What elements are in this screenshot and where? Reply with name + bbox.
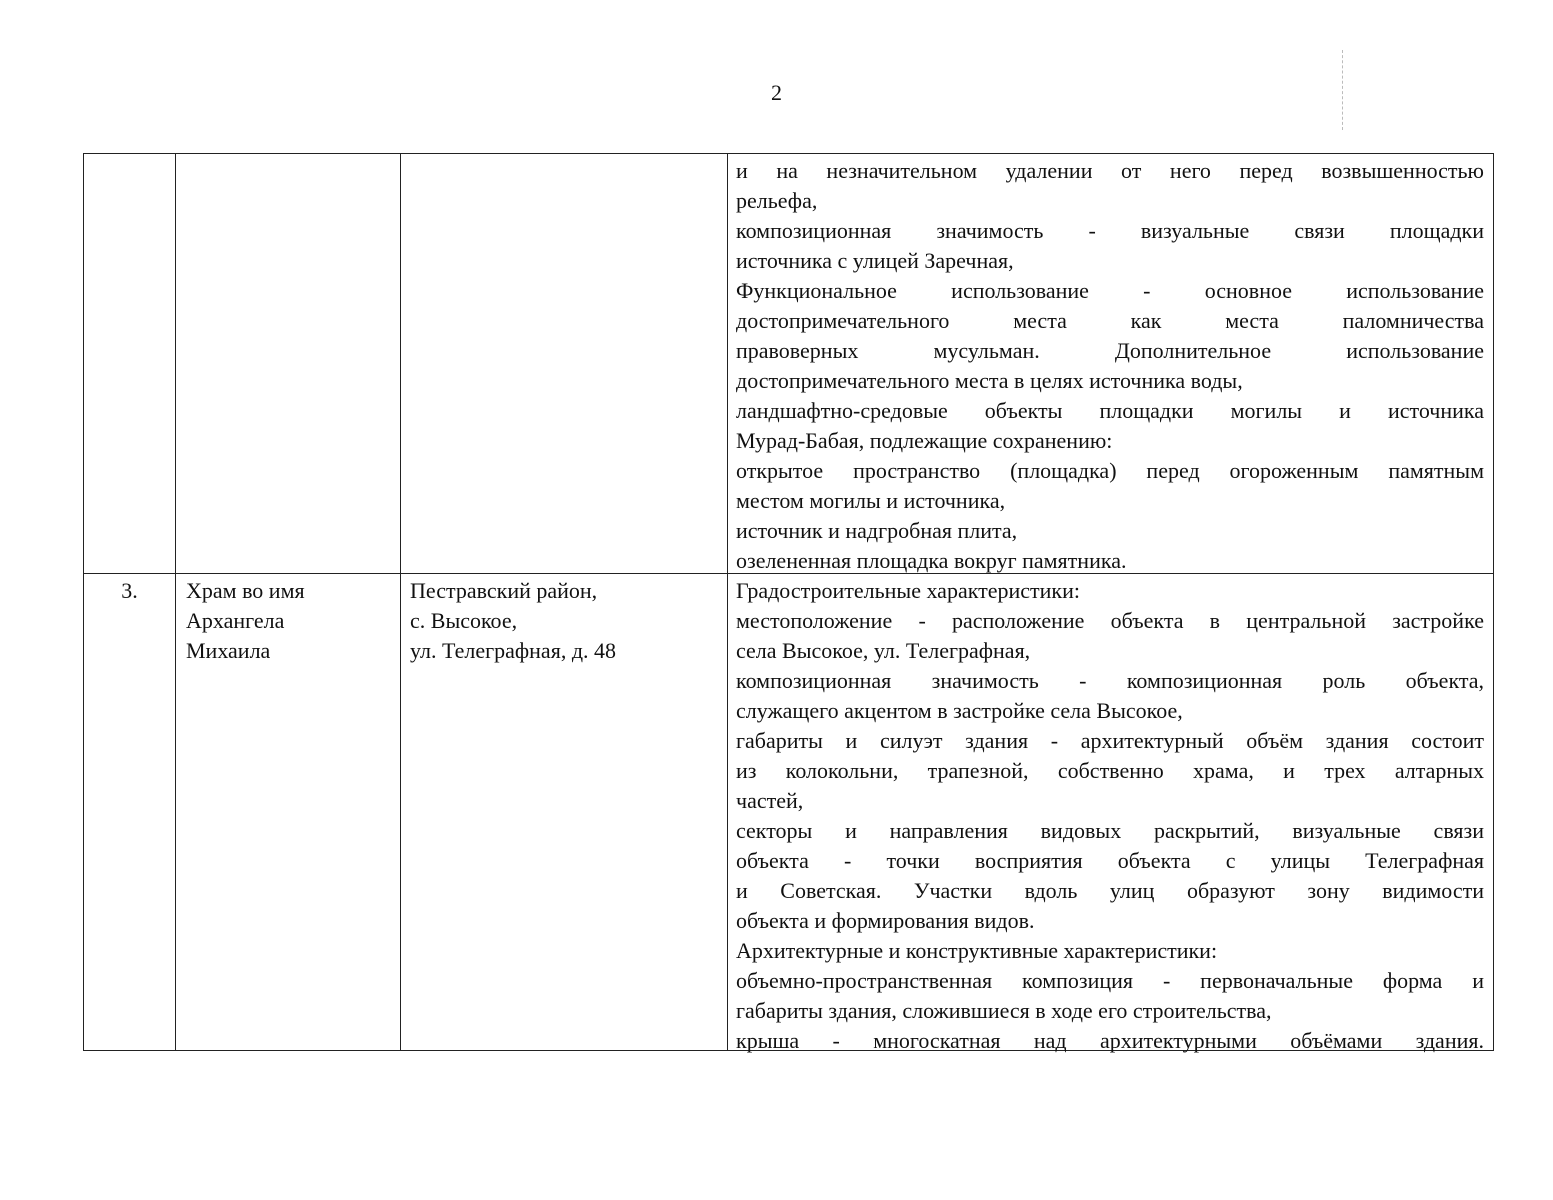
text-line: Градостроительные характеристики: bbox=[736, 578, 1080, 603]
text-line: Архангела bbox=[186, 608, 285, 633]
text-line: объекта и формирования видов. bbox=[736, 908, 1035, 933]
text-line: объекта - точки восприятия объекта с улицы Телеграфная bbox=[736, 848, 1484, 873]
text-line: композиционная значимость - визуальные связи площадки bbox=[736, 218, 1484, 243]
text-line: села Высокое, ул. Телеграфная, bbox=[736, 638, 1031, 663]
column-divider bbox=[175, 154, 176, 1050]
text-line: секторы и направления видовых раскрытий, визуальные связи bbox=[736, 818, 1484, 843]
text-line: ландшафтно-средовые объекты площадки могилы и источника bbox=[736, 398, 1484, 423]
monuments-table bbox=[83, 153, 1494, 1051]
table-row-2-description bbox=[736, 576, 1484, 1056]
text-line: Пестравский район, bbox=[410, 578, 598, 603]
text-line: достопримечательного места в целях источника воды, bbox=[736, 368, 1243, 393]
text-line: и на незначительном удалении от него перед возвышенностью bbox=[736, 158, 1484, 183]
text-line: Функциональное использование - основное использование bbox=[736, 278, 1484, 303]
text-line: Архитектурные и конструктивные характеристики: bbox=[736, 938, 1218, 963]
table-row-2-name bbox=[186, 576, 396, 666]
text-line: служащего акцентом в застройке села Высокое, bbox=[736, 698, 1183, 723]
text-line: из колокольни, трапезной, собственно храма, и трех алтарных bbox=[736, 758, 1484, 783]
text-line: ул. Телеграфная, д. 48 bbox=[410, 638, 617, 663]
column-divider bbox=[400, 154, 401, 1050]
text-line: и Советская. Участки вдоль улиц образуют зону видимости bbox=[736, 878, 1484, 903]
table-row-2-address bbox=[410, 576, 720, 666]
text-line: рельефа, bbox=[736, 188, 818, 213]
scan-artifact-line bbox=[1342, 50, 1343, 130]
text-line: Храм во имя bbox=[186, 578, 305, 603]
page-number: 2 bbox=[771, 80, 782, 105]
text-line: объемно-пространственная композиция - первоначальные форма и bbox=[736, 968, 1484, 993]
text-line: источника с улицей Заречная, bbox=[736, 248, 1014, 273]
text-line: местом могилы и источника, bbox=[736, 488, 1006, 513]
text-line: озелененная площадка вокруг памятника. bbox=[736, 548, 1127, 573]
table-row-2-num: 3. bbox=[121, 578, 138, 603]
text-line: Михаила bbox=[186, 638, 271, 663]
table-row-1-description bbox=[736, 156, 1484, 576]
text-line: габариты здания, сложившиеся в ходе его строительства, bbox=[736, 998, 1272, 1023]
text-line: достопримечательного места как места паломничества bbox=[736, 308, 1484, 333]
text-line: крыша - многоскатная над архитектурными объёмами здания. bbox=[736, 1028, 1484, 1053]
text-line: местоположение - расположение объекта в центральной застройке bbox=[736, 608, 1484, 633]
text-line: Мурад-Бабая, подлежащие сохранению: bbox=[736, 428, 1113, 453]
text-line: габариты и силуэт здания - архитектурный объём здания состоит bbox=[736, 728, 1484, 753]
column-divider bbox=[727, 154, 728, 1050]
text-line: композиционная значимость - композиционная роль объекта, bbox=[736, 668, 1484, 693]
text-line: открытое пространство (площадка) перед огороженным памятным bbox=[736, 458, 1484, 483]
text-line: с. Высокое, bbox=[410, 608, 518, 633]
text-line: источник и надгробная плита, bbox=[736, 518, 1018, 543]
text-line: частей, bbox=[736, 788, 804, 813]
text-line: правоверных мусульман. Дополнительное использование bbox=[736, 338, 1484, 363]
